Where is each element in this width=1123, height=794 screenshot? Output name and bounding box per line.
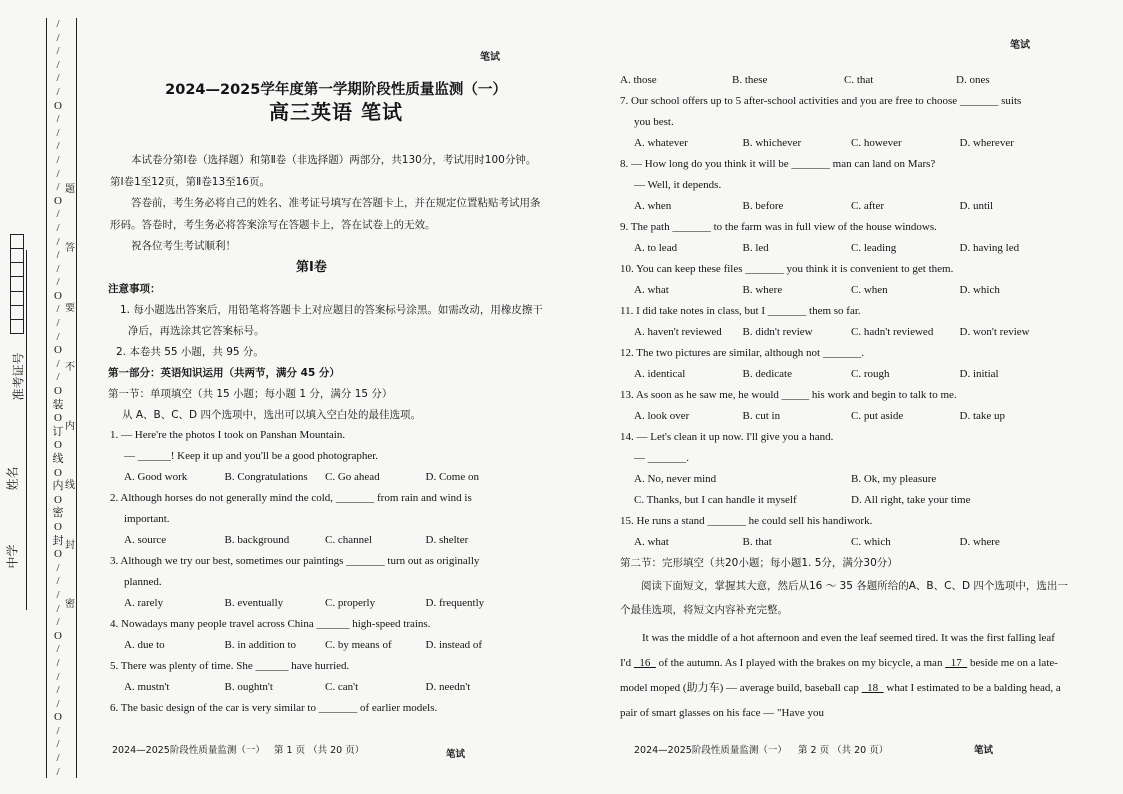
seal-track-mark: / <box>56 85 60 98</box>
seal-track-mark: / <box>56 561 60 574</box>
instruction-paragraph: 答卷前，考生务必将自己的姓名、准考证号填写在答题卡上，并在规定位置粘贴考试用条形码。答卷时，考生务必将答案涂写在答题卡上，答在试卷上的无效。 <box>110 197 541 231</box>
school-label: 中学 <box>5 544 20 569</box>
notes-section <box>108 279 544 426</box>
answer-option: B. oughtn't <box>224 681 273 693</box>
header-mark: 笔试 <box>480 52 500 63</box>
question-stem: 4. Nowadays many people travel across China ______ high-speed trains. <box>110 618 431 630</box>
answer-option: C. after <box>851 200 884 212</box>
header-mark: 笔试 <box>1010 40 1030 51</box>
cloze-blank: 17 <box>945 657 968 669</box>
seal-track-mark: O <box>54 520 62 533</box>
seal-track-mark: / <box>56 643 60 656</box>
answer-options <box>110 677 526 698</box>
seal-track-mark: O <box>54 194 62 207</box>
seal-track-mark: / <box>56 58 60 71</box>
seal-track <box>52 18 64 778</box>
seal-track-mark: / <box>56 752 60 765</box>
question-stem: 12. The two pictures are similar, although not _______. <box>620 347 865 359</box>
question-item <box>110 425 526 488</box>
answer-option: A. Good work <box>124 471 188 483</box>
answer-options <box>110 593 526 614</box>
footer-page-number: 第 1 页 （共 20 页） <box>274 745 365 756</box>
seal-track-mark: / <box>56 684 60 697</box>
question-item <box>110 656 526 698</box>
passage-text: beside me on a late-model moped (助力车) — average build, baseball cap <box>620 657 1058 694</box>
seal-track-mark: / <box>56 670 60 683</box>
seal-word: 答 <box>65 243 75 255</box>
question-stem: 2. Although horses do not generally mind the cold, _______ from rain and wind is <box>110 492 472 504</box>
cloze-passage <box>620 626 1068 726</box>
seal-track-mark: / <box>56 616 60 629</box>
answer-options <box>620 196 1068 217</box>
seal-track-mark: / <box>56 140 60 153</box>
answer-option: A. those <box>620 74 657 86</box>
notes-heading: 注意事项： <box>108 283 161 295</box>
exam-title: 2024—2025学年度第一学期阶段性质量监测（一） <box>165 82 507 98</box>
seal-track-mark: O <box>54 385 62 398</box>
answer-option: B. led <box>742 242 769 254</box>
exam-instructions <box>110 150 542 258</box>
answer-options <box>110 635 526 656</box>
question-item <box>620 91 1068 154</box>
question-stem: 9. The path _______ to the farm was in full view of the house windows. <box>620 221 937 233</box>
footer-exam-name: 2024—2025阶段性质量监测（一） <box>112 745 265 756</box>
answer-option: A. what <box>634 536 669 548</box>
question-item <box>620 154 1068 217</box>
passage-text: what I estimated to be a balding head, a pair of smart glasses on his face — "Have you <box>620 682 1061 719</box>
seal-track-mark: O <box>54 439 62 452</box>
seal-word: 不 <box>65 361 75 373</box>
cloze-blank: 16 <box>633 657 656 669</box>
answer-option: D. having led <box>959 242 1020 254</box>
seal-track-mark: / <box>56 317 60 330</box>
answer-option: D. frequently <box>425 597 485 609</box>
binding-margin <box>0 0 86 794</box>
answer-option: C. can't <box>325 681 359 693</box>
binding-line-inner <box>76 18 77 778</box>
question-continuation: important. <box>124 513 170 525</box>
answer-option: D. needn't <box>425 681 471 693</box>
question-item <box>620 385 1068 427</box>
seal-track-mark: O <box>54 466 62 479</box>
answer-options <box>620 322 1068 343</box>
question-stem: 3. Although we try our best, sometimes our paintings _______ turn out as originally <box>110 555 480 567</box>
seal-track-mark: / <box>56 697 60 710</box>
answer-option: D. shelter <box>425 534 469 546</box>
question-item <box>110 488 526 551</box>
question-stem: 1. — Here're the photos I took on Panshan Mountain. <box>110 429 346 441</box>
seal-track-mark: 内 <box>52 480 64 493</box>
seal-track-mark: / <box>56 724 60 737</box>
question-stem: 10. You can keep these files _______ you think it is convenient to get them. <box>620 263 954 275</box>
seal-track-mark: / <box>56 208 60 221</box>
answer-options <box>620 70 1068 91</box>
answer-option: B. cut in <box>742 410 781 422</box>
question-list-page1 <box>110 425 526 719</box>
answer-options <box>620 133 1068 154</box>
seal-track-mark: 订 <box>52 425 64 438</box>
seal-word: 题 <box>65 184 75 195</box>
section1-heading: 第一节：单项填空（共 15 小题；每小题 1 分，满分 15 分） <box>108 388 393 400</box>
answer-option: B. Congratulations <box>224 471 308 483</box>
answer-option: D. initial <box>959 368 999 380</box>
section2-instruction: 阅读下面短文，掌握其大意，然后从16 ～ 35 各题所给的A、B、C、D 四个选项中，选出一个最佳选项，将短文内容补充完整。 <box>620 580 1068 616</box>
question-item <box>620 259 1068 301</box>
volume-title: 第Ⅰ卷 <box>296 260 327 275</box>
seal-word: 线 <box>65 480 75 492</box>
answer-option: C. Thanks, but I can handle it myself <box>634 494 797 506</box>
answer-option: A. mustn't <box>124 681 170 693</box>
seal-track-mark: O <box>54 629 62 642</box>
seal-track-mark: / <box>56 357 60 370</box>
answer-option: C. rough <box>851 368 890 380</box>
passage-text: of the autumn. As I played with the brakes on my bicycle, a man <box>655 657 946 669</box>
question-item <box>620 343 1068 385</box>
answer-option: C. when <box>851 284 888 296</box>
seal-track-mark: / <box>56 656 60 669</box>
seal-track-mark: / <box>56 588 60 601</box>
answer-option: A. to lead <box>634 242 678 254</box>
answer-option: B. these <box>732 74 768 86</box>
question-stem: 13. As soon as he saw me, he would _____ his work and begin to talk to me. <box>620 389 957 401</box>
footer-page-number: 第 2 页 （共 20 页） <box>798 745 889 756</box>
answer-option: A. look over <box>634 410 690 422</box>
seal-track-mark: / <box>56 330 60 343</box>
seal-track-mark: / <box>56 181 60 194</box>
seal-track-mark: / <box>56 18 60 30</box>
seal-track-mark: / <box>56 45 60 58</box>
answer-option: A. rarely <box>124 597 164 609</box>
answer-option: B. eventually <box>224 597 284 609</box>
exam-subtitle: 高三英语 笔试 <box>269 100 403 124</box>
question-continuation: — _______. <box>634 452 689 464</box>
seal-track-mark: O <box>54 412 62 425</box>
seal-track-mark: / <box>56 221 60 234</box>
seal-track-mark: / <box>56 575 60 588</box>
seal-track-mark: / <box>56 738 60 751</box>
question-continuation: — Well, it depends. <box>634 179 722 191</box>
answer-option: D. where <box>959 536 1000 548</box>
question-continuation: — ______! Keep it up and you'll be a good photographer. <box>124 450 379 462</box>
seal-track-mark: / <box>56 126 60 139</box>
seal-word: 密 <box>65 598 75 610</box>
seal-track-mark: O <box>54 711 62 724</box>
passage-paragraph <box>620 626 1068 726</box>
question-item <box>620 217 1068 259</box>
answer-option: A. haven't reviewed <box>634 326 722 338</box>
answer-option: C. however <box>851 137 902 149</box>
exam-page-2 <box>618 0 1078 794</box>
question-stem: 11. I did take notes in class, but I _______ them so far. <box>620 305 861 317</box>
seal-track-mark: / <box>56 303 60 316</box>
answer-options <box>620 280 1068 301</box>
seal-track-mark: / <box>56 765 60 778</box>
answer-options <box>620 469 1068 511</box>
answer-option: A. source <box>124 534 167 546</box>
note-item: 2. 本卷共 55 小题，共 95 分。 <box>116 346 264 358</box>
seal-track-mark: / <box>56 153 60 166</box>
fill-in-line <box>26 250 27 610</box>
answer-option: D. ones <box>956 74 990 86</box>
section2-heading: 第二节：完形填空（共20小题；每小题1. 5分，满分30分） <box>620 557 898 569</box>
answer-option: A. what <box>634 284 669 296</box>
part1-heading: 第一部分：英语知识运用（共两节，满分 45 分） <box>108 367 340 379</box>
binding-line-outer <box>46 18 47 778</box>
answer-options <box>620 532 1068 553</box>
question-continuation: planned. <box>124 576 162 588</box>
answer-option: D. All right, take your time <box>851 494 971 506</box>
seal-word: 封 <box>65 539 75 551</box>
question-stem: 5. There was plenty of time. She ______ have hurried. <box>110 660 350 672</box>
footer-mark: 笔试 <box>446 749 466 760</box>
answer-option: B. whichever <box>742 137 802 149</box>
section1-instruction: 从 A、B、C、D 四个选项中，选出可以填入空白处的最佳选项。 <box>122 409 421 421</box>
answer-option: A. whatever <box>634 137 688 149</box>
answer-options <box>620 406 1068 427</box>
cloze-blank: 18 <box>861 682 884 694</box>
seal-word: 内 <box>65 421 75 433</box>
seal-track-mark: / <box>56 262 60 275</box>
good-luck-text: 祝各位考生考试顺利！ <box>131 240 236 252</box>
question-stem: 14. — Let's clean it up now. I'll give you a hand. <box>620 431 834 443</box>
answer-option: C. by means of <box>325 639 392 651</box>
seal-track-mark: 装 <box>52 398 64 411</box>
seal-track-mark: 密 <box>52 507 64 520</box>
exam-page-1 <box>106 0 546 794</box>
answer-option: D. instead of <box>425 639 483 651</box>
seal-track-mark: / <box>56 371 60 384</box>
footer-mark: 笔试 <box>974 745 994 756</box>
seal-track-mark: O <box>54 99 62 112</box>
answer-option: B. Ok, my pleasure <box>851 473 937 485</box>
answer-option: C. put aside <box>851 410 904 422</box>
seal-track-mark: / <box>56 276 60 289</box>
answer-option: A. No, never mind <box>634 473 717 485</box>
seal-track-mark: / <box>56 113 60 126</box>
question-item <box>110 551 526 614</box>
answer-option: D. wherever <box>959 137 1014 149</box>
seal-track-mark: / <box>56 72 60 85</box>
question-item <box>620 427 1068 511</box>
answer-option: D. Come on <box>425 471 479 483</box>
seal-track-mark: / <box>56 602 60 615</box>
question-stem: 8. — How long do you think it will be _______ man can land on Mars? <box>620 158 936 170</box>
answer-option: C. Go ahead <box>325 471 380 483</box>
answer-option: C. hadn't reviewed <box>851 326 934 338</box>
answer-option: A. when <box>634 200 672 212</box>
answer-option: B. background <box>224 534 290 546</box>
answer-option: A. identical <box>634 368 686 380</box>
answer-options <box>110 530 526 551</box>
question-stem: 15. He runs a stand _______ he could sell his handiwork. <box>620 515 873 527</box>
question-stem: 6. The basic design of the car is very similar to _______ of earlier models. <box>110 702 438 714</box>
question-continuation: you best. <box>634 116 674 128</box>
exam-number-boxes <box>10 234 24 334</box>
answer-options <box>110 467 526 488</box>
seal-track-mark: / <box>56 249 60 262</box>
seal-track-mark: 封 <box>52 534 64 547</box>
seal-track-mark: O <box>54 289 62 302</box>
answer-option: A. due to <box>124 639 165 651</box>
instruction-paragraph: 本试卷分第Ⅰ卷（选择题）和第Ⅱ卷（非选择题）两部分，共130分，考试用时100分钟。第Ⅰ卷1至12页，第Ⅱ卷13至16页。 <box>110 154 537 188</box>
answer-option: C. channel <box>325 534 373 546</box>
answer-options <box>620 238 1068 259</box>
seal-warning-words <box>64 180 76 610</box>
answer-option: B. that <box>742 536 772 548</box>
answer-option: D. which <box>959 284 1000 296</box>
seal-track-mark: / <box>56 235 60 248</box>
answer-option: B. before <box>742 200 784 212</box>
note-item: 1. 每小题选出答案后，用铅笔将答题卡上对应题目的答案标号涂黑。如需改动，用橡皮擦干净后，再选涂其它答案标号。 <box>120 304 543 337</box>
answer-option: B. where <box>742 284 783 296</box>
answer-option: C. leading <box>851 242 897 254</box>
answer-option: B. dedicate <box>742 368 792 380</box>
answer-options <box>620 364 1068 385</box>
question-item <box>110 698 526 719</box>
answer-option: B. didn't review <box>742 326 813 338</box>
seal-track-mark: 线 <box>52 453 64 465</box>
seal-track-mark: O <box>54 344 62 357</box>
answer-option: D. won't review <box>959 326 1030 338</box>
answer-option: D. until <box>959 200 994 212</box>
seal-track-mark: O <box>54 548 62 561</box>
exam-number-label: 准考证号 <box>11 352 26 401</box>
answer-option: D. take up <box>959 410 1006 422</box>
question-item <box>620 511 1068 553</box>
answer-option: C. properly <box>325 597 376 609</box>
question-item <box>620 301 1068 343</box>
seal-track-mark: / <box>56 167 60 180</box>
question-list-page2 <box>620 70 1068 726</box>
question-stem: 7. Our school offers up to 5 after-school activities and you are free to choose _______ suits <box>620 95 1022 107</box>
seal-track-mark: / <box>56 31 60 44</box>
name-label: 姓名 <box>5 466 20 491</box>
question-item <box>110 614 526 656</box>
seal-word: 要 <box>65 302 75 314</box>
footer-exam-name: 2024—2025阶段性质量监测（一） <box>634 745 787 756</box>
answer-option: C. that <box>844 74 874 86</box>
passage-text: It was the middle of a hot afternoon and even the leaf seemed tired. It was the first falling leaf I'd <box>620 632 1055 669</box>
answer-option: C. which <box>851 536 891 548</box>
answer-option: B. in addition to <box>224 639 296 651</box>
seal-track-mark: O <box>54 493 62 506</box>
